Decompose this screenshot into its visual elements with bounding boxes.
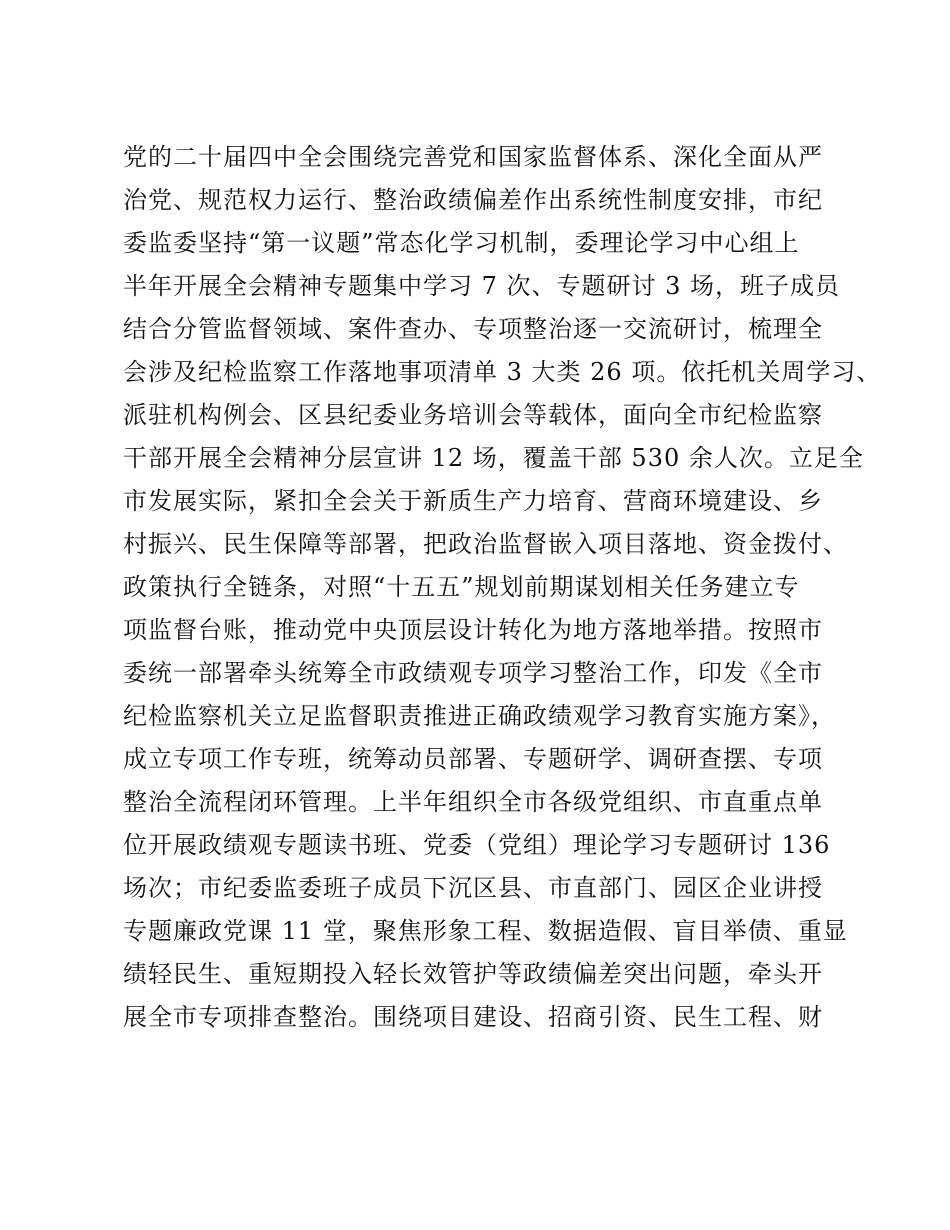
text-line: 派驻机构例会、区县纪委业务培训会等载体，面向全市纪检监察 [123,401,823,429]
text-line: 政策执行全链条，对照“十五五”规划前期谋划相关任务建立专 [123,573,800,601]
text-line: 项监督台账，推动党中央顶层设计转化为地方落地举措。按照市 [123,616,823,644]
text-line: 专题廉政党课 11 堂，聚焦形象工程、数据造假、盲目举债、重显 [123,917,848,945]
text-line: 半年开展全会精神专题集中学习 7 次、专题研讨 3 场，班子成员 [123,272,841,300]
text-line: 场次；市纪委监委班子成员下沉区县、市直部门、园区企业讲授 [123,874,823,902]
text-line: 党的二十届四中全会围绕完善党和国家监督体系、深化全面从严 [123,143,823,171]
text-line: 位开展政绩观专题读书班、党委（党组）理论学习专题研讨 136 [123,831,831,859]
text-line: 结合分管监督领域、案件查办、专项整治逐一交流研讨，梳理全 [123,315,823,343]
text-line: 治党、规范权力运行、整治政绩偏差作出系统性制度安排，市纪 [123,186,823,214]
text-line: 展全市专项排查整治。围绕项目建设、招商引资、民生工程、财 [123,1003,823,1031]
body-paragraph [123,136,882,1039]
text-line: 纪检监察机关立足监督职责推进正确政绩观学习教育实施方案》， [123,702,836,730]
text-line: 整治全流程闭环管理。上半年组织全市各级党组织、市直重点单 [123,788,823,816]
text-line: 委统一部署牵头统筹全市政绩观专项学习整治工作，印发《全市 [123,659,823,687]
text-line: 干部开展全会精神分层宣讲 12 场，覆盖干部 530 余人次。立足全 [123,444,864,472]
text-line: 成立专项工作专班，统筹动员部署、专题研学、调研查摆、专项 [123,745,823,773]
text-line: 委监委坚持“第一议题”常态化学习机制，委理论学习中心组上 [123,229,800,257]
text-line: 会涉及纪检监察工作落地事项清单 3 大类 26 项。依托机关周学习、 [123,358,882,386]
text-line: 市发展实际，紧扣全会关于新质生产力培育、营商环境建设、乡 [123,487,823,515]
text-line: 村振兴、民生保障等部署，把政治监督嵌入项目落地、资金拨付、 [123,530,848,558]
text-line: 绩轻民生、重短期投入轻长效管护等政绩偏差突出问题，牵头开 [123,960,823,988]
